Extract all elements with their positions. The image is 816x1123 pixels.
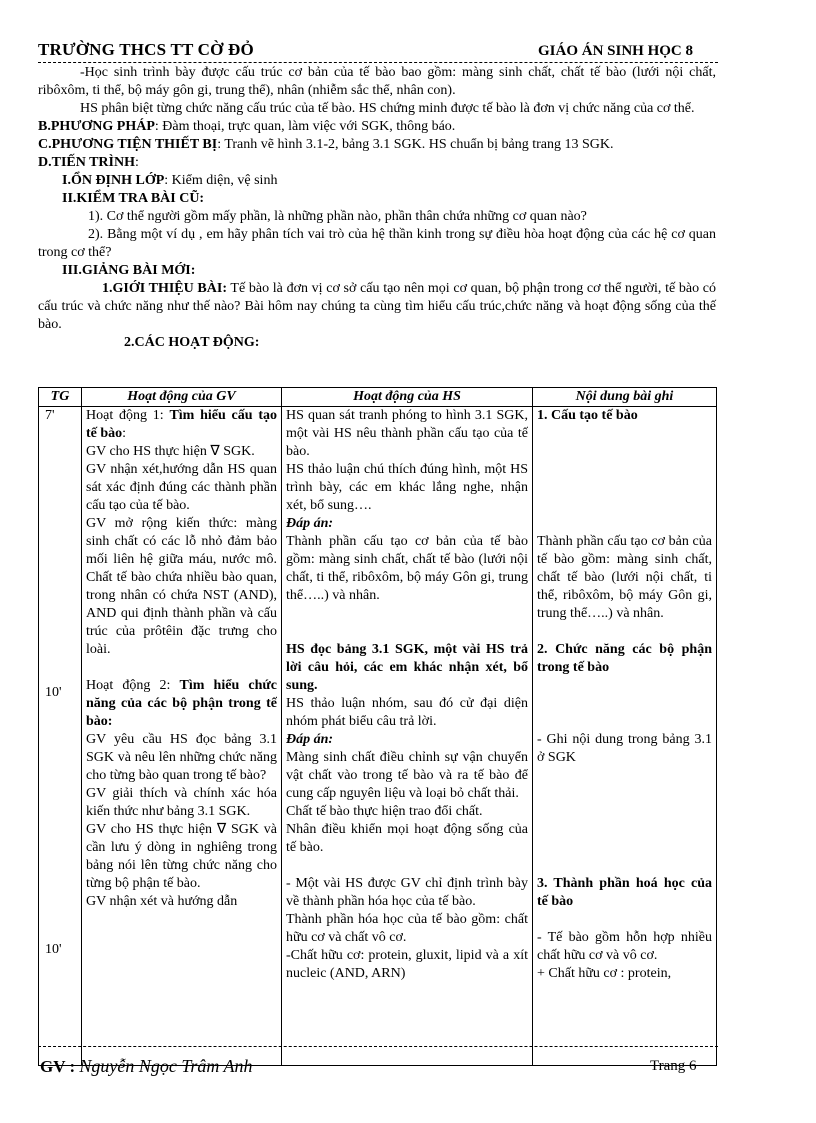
footer-teacher (40, 1056, 253, 1077)
answer-label: Đáp án: (286, 516, 334, 531)
intro-paragraph (38, 280, 716, 334)
step-stabilize (38, 172, 716, 190)
section-equipment-text: : Tranh vẽ hình 3.1-2, bảng 3.1 SGK. HS chuẩn bị bảng trang 13 SGK. (217, 137, 614, 152)
note-title: 1. Cấu tạo tế bào (537, 408, 638, 423)
activity-1-prefix: Hoạt động 1: (86, 408, 170, 423)
section-process-label: D.TIẾN TRÌNH (38, 155, 135, 170)
step-stabilize-label: I.ỔN ĐỊNH LỚP (62, 173, 165, 188)
page-number: Trang 6 (650, 1058, 697, 1074)
activity-1-title: Tìm hiểu cấu tạo tế bào (86, 408, 277, 441)
answer-label: Đáp án: (286, 732, 334, 747)
activity-2-title: Tìm hiểu chức năng của các bộ phận trong tế bào: (86, 678, 277, 729)
teacher-name: Nguyễn Ngọc Trâm Anh (79, 1056, 253, 1076)
student-step: HS thảo luận nhóm, sau đó cử đại diện nhóm phát biểu câu trả lời. (286, 696, 528, 729)
section-method-text: : Đàm thoại, trực quan, làm việc với SGK, thông báo. (154, 119, 456, 134)
note-text: Thành phần cấu tạo cơ bản của tế bào gồm: màng sinh chất, chất tế bào (lưới nội chất, ti thể, ribôxôm, bộ máy Gôn gi, trung thể…..) và nhân. (537, 534, 712, 621)
step-review-label: II.KIỂM TRA BÀI CŨ: (62, 191, 205, 206)
student-step: Thành phần hóa học của tế bào gồm: chất hữu cơ và chất vô cơ. (286, 912, 528, 945)
time-value: 10' (45, 942, 62, 957)
time-cell (39, 407, 82, 1066)
header-divider (38, 62, 718, 63)
activity-1-step: GV nhận xét,hướng dẫn HS quan sát xác định đúng các thành phần cấu tạo của tế bào. (86, 462, 277, 513)
subject-title: GIÁO ÁN SINH HỌC 8 (538, 43, 694, 59)
activities-heading (38, 334, 716, 352)
student-activity-cell (282, 407, 533, 1066)
time-value: 10' (45, 685, 62, 700)
teacher-activity-cell (82, 407, 282, 1066)
activity-1-step: GV mở rộng kiến thức: màng sinh chất có các lỗ nhỏ đảm bảo mối liên hệ giữa máu, nước mô. Chất tế bào chứa nhiều bào quan, trong nhân có chứa NST (AND), AND qui định thành phần và cấu trúc của prôtêin đặc trưng cho loài. (86, 516, 277, 657)
activity-2-step: GV giải thích và chính xác hóa kiến thức như bảng 3.1 SGK. (86, 786, 277, 819)
section-process (38, 154, 716, 172)
step-review-heading (38, 190, 716, 208)
activity-2-heading (86, 677, 277, 731)
note-title: 2. Chức năng các bộ phận trong tế bào (537, 642, 712, 675)
student-step: HS quan sát tranh phóng to hình 3.1 SGK, một vài HS nêu thành phần cấu tạo của tế bào. (286, 408, 528, 459)
activity-1-heading (86, 407, 277, 443)
activity-2-prefix: Hoạt động 2: (86, 678, 180, 693)
time-value: 7' (45, 408, 55, 423)
header-student-activity: Hoạt động của HS (282, 388, 533, 407)
activities-label: 2.CÁC HOẠT ĐỘNG: (124, 335, 260, 350)
school-name: TRƯỜNG THCS TT CỜ ĐỎ (38, 40, 254, 59)
student-step: HS thảo luận chú thích đúng hình, một HS trình bày, các em khác lắng nghe, nhận xét, bổ sung…. (286, 462, 528, 513)
footer-gv-label: GV : (40, 1057, 76, 1076)
footer-divider (38, 1046, 718, 1047)
section-equipment-label: C.PHƯƠNG TIỆN THIẾT BỊ (38, 137, 218, 152)
lesson-plan-table (38, 387, 717, 1066)
student-step: -Chất hữu cơ: protein, gluxit, lipid và a xít nucleic (AND, ARN) (286, 948, 528, 981)
answer-text: Nhân điều khiển mọi hoạt động sống của tế bào. (286, 822, 528, 855)
activity-3-step: GV cho HS thực hiện ∇ SGK và cần lưu ý dòng in nghiêng trong bảng nói lên từng chức năng cho từng bộ phận tế bào. (86, 822, 277, 891)
review-question-1: 1). Cơ thể người gồm mấy phần, là những phần nào, phần thân chứa những cơ quan nào? (88, 209, 587, 224)
header-lesson-notes: Nội dung bài ghi (533, 388, 717, 407)
student-step: - Một vài HS được GV chỉ định trình bày về thành phần hóa học của tế bào. (286, 876, 528, 909)
intro-text: Tế bào là đơn vị cơ sở cấu tạo nên mọi cơ quan, bộ phận trong cơ thể người, tế bào có cấu trúc và chức năng như thế nào? Bài hôm nay chúng ta cùng tìm hiểu cấu trúc,chức năng và hoạt động sống của thế bào. (38, 281, 716, 332)
lesson-body (38, 64, 716, 352)
note-text: - Tế bào gồm hỗn hợp nhiều chất hữu cơ và vô cơ. (537, 930, 712, 963)
activity-3-step: GV nhận xét và hướng dẫn (86, 894, 238, 909)
answer-text: Thành phần cấu tạo cơ bản của tế bào gồm: màng sinh chất, chất tế bào (lưới nội chất, ti thể, ribôxôm, bộ máy Gôn gi, trung thể…..) và nhân. (286, 534, 528, 603)
student-step: HS đọc bảng 3.1 SGK, một vài HS trả lời câu hỏi, các em khác nhận xét, bổ sung. (286, 642, 528, 693)
review-question-2: 2). Bằng một ví dụ , em hãy phân tích vai trò của hệ thần kinh trong sự điều hòa hoạt động của các hệ cơ quan trong cơ thể? (38, 227, 716, 260)
answer-text: Chất tế bào thực hiện trao đổi chất. (286, 804, 483, 819)
activity-2-step: GV yêu cầu HS đọc bảng 3.1 SGK và nêu lên những chức năng cho từng bào quan trong tế bào? (86, 732, 277, 783)
section-method-label: B.PHƯƠNG PHÁP (38, 119, 155, 134)
answer-text: Màng sinh chất điều chỉnh sự vận chuyển vật chất vào trong tế bào và ra tế bào để cung cấp nguyên liệu và loại bỏ chất thải. (286, 750, 528, 801)
note-text: + Chất hữu cơ : protein, (537, 966, 672, 981)
section-method (38, 118, 716, 136)
step-new-lesson-label: III.GIẢNG BÀI MỚI: (62, 263, 196, 278)
activity-1-colon: : (122, 426, 127, 441)
step-stabilize-text: : Kiểm diện, vệ sinh (164, 173, 278, 188)
note-text: - Ghi nội dung trong bảng 3.1 ở SGK (537, 732, 712, 765)
objective-paragraph-1: -Học sinh trình bày được cấu trúc cơ bản của tế bào bao gồm: màng sinh chất, chất tế bào (lưới nội chất, ribôxôm, ti thể, bộ máy gôn gi, trung thể), nhân (nhiễm sắc thể, nhân con). (38, 65, 716, 98)
step-new-lesson-heading (38, 262, 716, 280)
note-title: 3. Thành phần hoá học của tế bào (537, 876, 712, 909)
header-time: TG (39, 388, 82, 407)
table-row (39, 407, 717, 1066)
section-process-text: : (135, 155, 139, 170)
section-equipment (38, 136, 716, 154)
header-teacher-activity: Hoạt động của GV (82, 388, 282, 407)
lesson-notes-cell (533, 407, 717, 1066)
objective-paragraph-2: HS phân biệt từng chức năng cấu trúc của tế bào. HS chứng minh được tế bào là đơn vị chức năng của cơ thể. (80, 101, 695, 116)
intro-label: 1.GIỚI THIỆU BÀI: (102, 281, 227, 296)
activity-1-step: GV cho HS thực hiện ∇ SGK. (86, 444, 255, 459)
table-header-row (39, 388, 717, 407)
